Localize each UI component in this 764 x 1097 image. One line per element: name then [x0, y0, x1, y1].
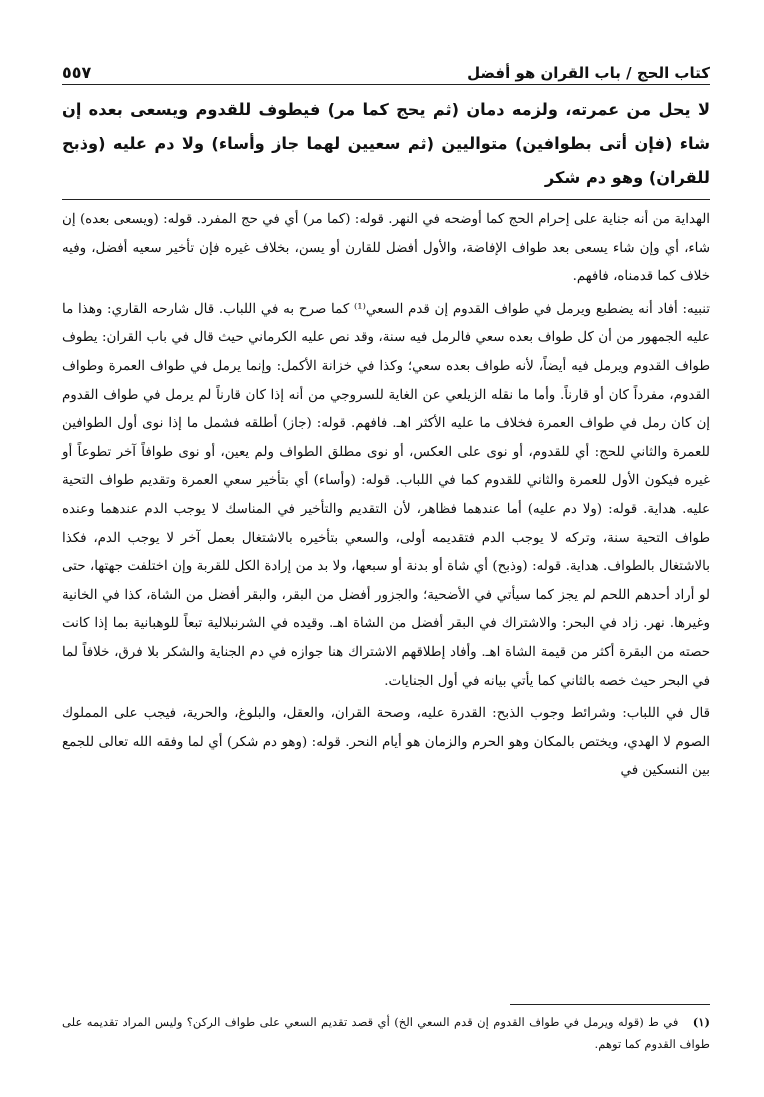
footnote-text: في ط (قوله ويرمل في طواف القدوم إن قدم السعي الخ) أي قصد تقديم السعي على طواف الركن؟ وليس المراد تقديمه على طواف القدوم كما توهم. — [62, 1015, 710, 1051]
footnote-marker: (١) — [692, 1015, 711, 1029]
commentary — [62, 206, 710, 786]
page-header — [62, 56, 710, 85]
running-title: كتاب الحج / باب القران هو أفضل — [467, 64, 710, 82]
footnote-divider — [510, 1004, 710, 1005]
main-text: لا يحل من عمرته، ولزمه دمان (ثم يحج كما مر) فيطوف للقدوم ويسعى بعده إن شاء (فإن أتى بطوافين) متواليين (ثم سعيين لهما جاز وأساء) ولا دم عليه (وذبح للقران) وهو دم شكر — [62, 93, 710, 200]
page-number: ٥٥٧ — [62, 63, 92, 82]
commentary-paragraph: قال في اللباب: وشرائط وجوب الذبح: القدرة عليه، وصحة القران، والعقل، والبلوغ، والحرية، فيجب على المملوك الصوم لا الهدي، ويختص بالمكان وهو الحرم والزمان هو أيام النحر. قوله: (وهو دم شكر) أي لما وفقه الله تعالى للجمع بين النسكين في — [62, 706, 710, 779]
footnotes — [62, 1004, 710, 1055]
footnote — [62, 1011, 710, 1055]
commentary-paragraph: تنبيه: أفاد أنه يضطبع ويرمل في طواف القدوم إن قدم السعي⁽¹⁾ كما صرح به في اللباب. قال شارحه القاري: وهذا ما عليه الجمهور من أن كل طواف بعده سعي فالرمل فيه سنة، وقد نص عليه الكرماني حيث قال في باب القران: يطوف طواف القدوم ويرمل فيه أيضاً، لأنه طواف بعده سعي؛ وكذا في خزانة الأكمل: وإنما يرمل في طواف العمرة وطواف القدوم، مفرداً كان أو قارناً. وأما ما نقله الزيلعي عن الغاية للسروجي من أنه إذا كان قارناً لم يرمل في طواف القدوم إن كان رمل في طواف العمرة فخلاف ما عليه الأكثر اهـ. فافهم. قوله: (جاز) أطلقه فشمل ما إذا نوى أول الطوافين للعمرة والثاني للحج: أي للقدوم، أو نوى على العكس، أو نوى مطلق الطواف ولم يعين، أو نوى طوافاً آخر تطوعاً أو غيره فيكون الأول للعمرة والثاني للقدوم كما في اللباب. قوله: (وأساء) أي بتأخير سعي العمرة وتقديم طواف التحية عليه. هداية. قوله: (ولا دم عليه) أما عندهما فظاهر، لأن التقديم والتأخير في المناسك لا يوجب الدم عندهما وعنده طواف التحية سنة، وتركه لا يوجب الدم فتقديمه أولى، والسعي بتأخيره بالاشتغال بعمل آخر لا يوجب الدم، فكذا بالاشتغال بالطواف. هداية. قوله: (وذبح) أي شاة أو بدنة أو سبعها، ولا بد من إرادة الكل للقربة وإن اختلفت جهتها، حتى لو أراد أحدهم اللحم لم يجز كما سيأتي في الأضحية؛ والجزور أفضل من البقر، والبقر أفضل من الشاة، كذا في الخانية وغيرها. نهر. زاد في البحر: والاشتراك في البقر أفضل من الشاة اهـ. وقيده في الشرنبلالية تبعاً للوهبانية بما إذا كانت حصته من البقرة أكثر من قيمة الشاة اهـ. وأفاد إطلاقهم الاشتراك هنا جوازه في دم الجناية والشكر بلا فرق، خلافاً لما في البحر حيث خصه بالثاني كما يأتي بيانه في أول الجنايات. — [62, 301, 710, 689]
book-page — [62, 56, 710, 1076]
commentary-paragraph: الهداية من أنه جناية على إحرام الحج كما أوضحه في النهر. قوله: (كما مر) أي في حج المفرد. قوله: (ويسعى بعده) إن شاء، أي وإن شاء يسعى بعد طواف الإفاضة، والأول أفضل للقارن أو يسن، بخلاف غيره فإن تأخير سعيه أفضل، وفيه خلاف كما قدمناه، فافهم. — [62, 212, 710, 285]
